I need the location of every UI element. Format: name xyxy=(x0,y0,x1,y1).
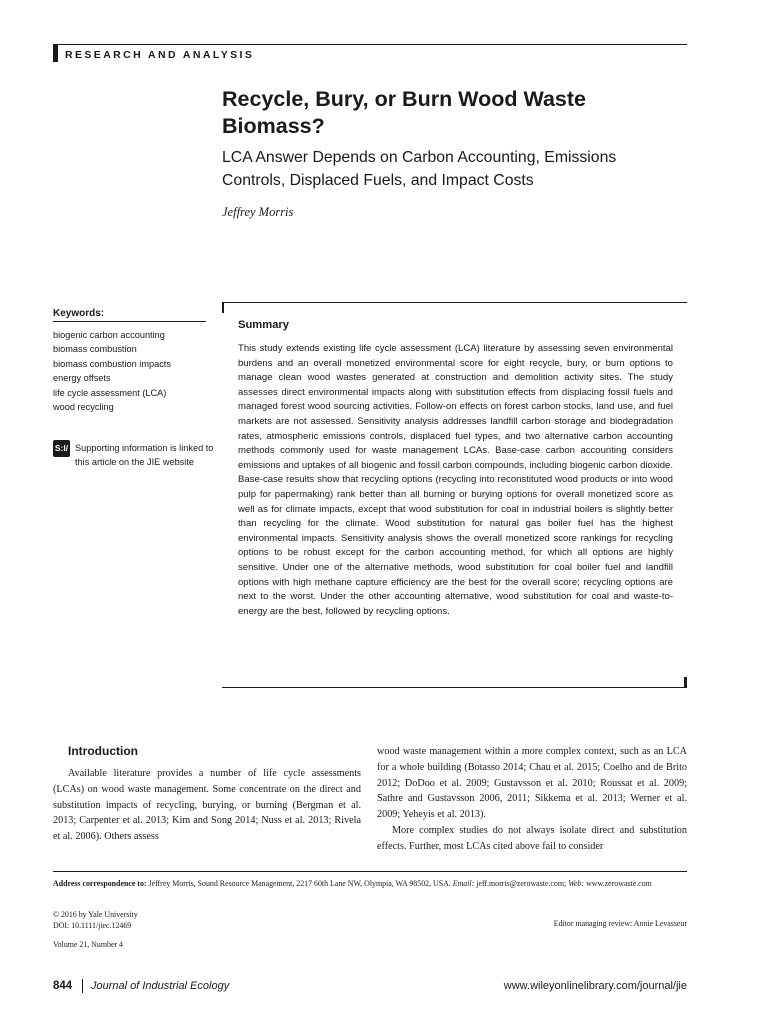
journal-website-link[interactable]: www.wileyonlinelibrary.com/journal/jie xyxy=(503,980,687,992)
summary-body: This study extends existing life cycle assessment (LCA) literature by assessing seven environmental burdens and an overall monetized environmental score for eight recycle, bury, or burn options to manage clean wood wastes generated at construction and demolition activity sites. The study assesses direct environmental impacts along with substitution effects from displacing fossil fuels and managed forest wood sourcing activities. Follow-on effects on forest carbon stocks, land use, and fuel markets are not assessed. Sensitivity analysis addresses landfill carbon storage and biodegradation rates, atmospheric emissions controls, displaced fuel types, and two alternative carbon accounting methods commonly used for waste management LCAs. Base-case carbon accounting considers emissions and uptakes of all biogenic and fossil carbon compounds, including biogenic carbon dioxide. Base-case results show that recycling options (recycling into reconstituted wood products or into wood pulp for papermaking) rank better than all burning or burying options for overall monetized score as well as for climate impacts, except that wood substitution for coal in industrial boilers is slightly better than recycling for the climate. Wood substitution for natural gas boiler fuel has the highest environmental impacts. Sensitivity analysis shows the overall monetized score rankings for recycling options to be robust except for the carbon accounting method, for which all options are highly sensitive. Under one of the alternative methods, wood substitution for coal boiler fuel and landfill options with high methane capture efficiency are the best for the overall score; recycling options are next to the worst. Under the other accounting alternative, wood substitution for coal and waste-to-energy are the best, followed by recycling options. xyxy=(238,343,673,617)
body-column-right xyxy=(377,744,687,855)
correspondence-address xyxy=(53,878,687,890)
introduction-heading: Introduction xyxy=(68,744,138,758)
summary-heading: Summary xyxy=(238,319,289,331)
footnote-rule xyxy=(53,871,687,872)
copyright-block xyxy=(53,909,138,931)
section-marker xyxy=(53,44,58,62)
email-label: Email: xyxy=(452,879,475,888)
keyword-item: life cycle assessment (LCA) xyxy=(53,387,167,398)
article-subtitle xyxy=(222,146,682,192)
subtitle-line-1: LCA Answer Depends on Carbon Accounting, Emissions xyxy=(222,149,617,166)
address-label: Address correspondence to: xyxy=(53,879,147,888)
footer-separator xyxy=(82,979,83,993)
keyword-item: biogenic carbon accounting xyxy=(53,330,165,340)
keywords-heading: Keywords: xyxy=(53,308,105,319)
web-label: Web: xyxy=(568,879,585,888)
copyright-text: © 2016 by Yale University xyxy=(53,910,138,919)
body-column-left xyxy=(53,766,361,845)
body-paragraph: More complex studies do not always isolate direct and substitution effects. Further, most LCAs cited above fail to consider xyxy=(377,824,687,852)
keyword-item: wood recycling xyxy=(53,402,114,413)
supporting-info-text: Supporting information is linked to this article on the JIE website xyxy=(75,443,214,467)
journal-name: Journal of Industrial Ecology xyxy=(91,980,230,992)
body-paragraph: Available literature provides a number of life cycle assessments (LCAs) on wood waste management. Some concentrate on the direct and substitution impacts of recycling, burying, or burning (Bergman et al. 2013; Carpenter et al. 2013; Kim and Song 2014; Nuss et al. 2013; Rivela et al. 2006). Others assess xyxy=(53,768,361,843)
section-header xyxy=(53,44,687,64)
keyword-item: biomass combustion xyxy=(53,344,137,355)
address-text: Jeffrey Morris, Sound Resource Management, 2217 60th Lane NW, Olympia, WA 98502, USA. xyxy=(148,879,451,888)
section-label: RESEARCH AND ANALYSIS xyxy=(65,49,255,61)
summary-top-rule xyxy=(222,302,687,303)
author-name: Jeffrey Morris xyxy=(222,205,294,219)
keyword-item: energy offsets xyxy=(53,373,111,384)
supporting-info-icon: S:I/ xyxy=(53,440,70,457)
keywords-rule xyxy=(53,321,206,322)
volume-info: Volume 21, Number 4 xyxy=(53,940,123,949)
doi-text[interactable]: DOI: 10.1111/jiec.12469 xyxy=(53,921,132,930)
body-paragraph: wood waste management within a more complex context, such as an LCA for a whole building (Botasso 2014; Chau et al. 2015; Coelho and de Brito 2012; DoDoo et al. 2009; Gustavsson et al. 2010; Roussat et al. 2009; Sathre and Gustavsson 2006, 2011; Sikkema et al. 2013; Werner et al. 2009; Yeheyis et al. 2013). xyxy=(377,746,687,821)
section-rule xyxy=(53,44,687,45)
summary-corner-left xyxy=(222,302,224,313)
keywords-list xyxy=(53,328,171,414)
keyword-item: biomass combustion impacts xyxy=(53,358,171,369)
subtitle-line-2: Controls, Displaced Fuels, and Impact Costs xyxy=(222,172,534,189)
page-number: 844 xyxy=(53,980,73,992)
email-link[interactable]: jeff.morris@zerowaste.com; xyxy=(476,879,567,888)
editor-note: Editor managing review: Annie Levasseur xyxy=(553,919,687,928)
title-line-1: Recycle, Bury, or Burn Wood Waste xyxy=(222,87,586,111)
summary-bottom-rule xyxy=(222,687,687,688)
title-line-2: Biomass? xyxy=(222,114,325,138)
web-link[interactable]: www.zerowaste.com xyxy=(586,879,652,888)
article-title xyxy=(222,86,662,140)
summary-corner-right xyxy=(684,677,687,688)
